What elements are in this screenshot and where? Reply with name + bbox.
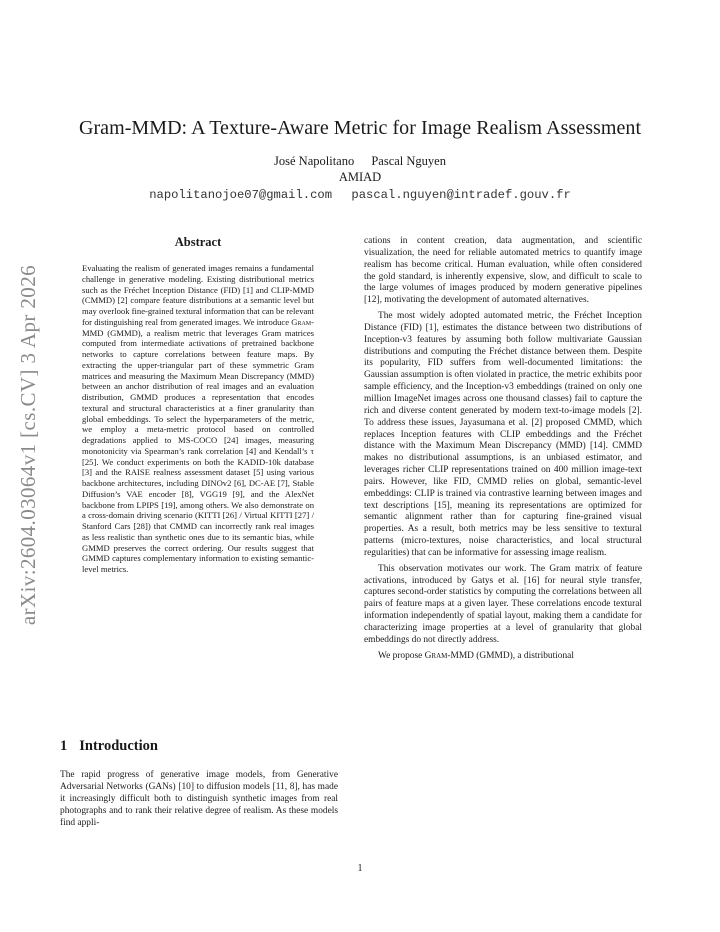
body-text-part: (GMMD), a distributional xyxy=(473,650,574,661)
method-name: Gram-MMD xyxy=(82,316,314,338)
method-name: Gram-MMD xyxy=(424,650,474,661)
abstract-text xyxy=(82,263,314,575)
paper-title: Gram-MMD: A Texture-Aware Metric for Image Realism Assessment xyxy=(78,117,642,139)
author-name: José Napolitano xyxy=(274,154,355,168)
body-paragraph: The most widely adopted automated metric, the Fréchet Inception Distance (FID) [1], estimates the distance between two distributions of Inception-v3 features by assuming both follow multivariate Gaussian distributions and computing the Fréchet distance between them. Despite its popularity, FID suffers from well-documented limitations: the Gaussian assumption is often violated in practice, the metric exhibits poor sample efficiency, and the Inception-v3 embeddings (trained on only one million ImageNet images across one thousand classes) fail to capture the rich and diverse content generated by modern text-to-image models [2]. To address these issues, Jayasumana et al. [2] proposed CMMD, which replaces Inception features with CLIP embeddings and the Fréchet distance with the Maximum Mean Discrepancy (MMD) [14]. CMMD makes no distributional assumptions, is an unbiased estimator, and leverages richer CLIP representations trained on 400 million image-text pairs. However, like FID, CMMD relies on global, semantic-level embeddings: CLIP is trained via contrastive learning between images and text descriptions [15], meaning its representations are optimized for semantic alignment rather than for capturing fine-grained visual properties. As a result, both metrics may be less sensitive to textural patterns (micro-textures, noise characteristics, and local structural regularities) that can be informative for assessing image realism. xyxy=(364,311,642,558)
author-name: Pascal Nguyen xyxy=(371,154,446,168)
section-heading-introduction xyxy=(60,738,340,755)
intro-paragraph: The rapid progress of generative image models, from Generative Adversarial Networks (GANs) [10] to diffusion models [11, 8], has made it increasingly difficult both to distinguish synthetic images from real photographs and to rank their relative degree of realism. As these models find appli- xyxy=(60,770,338,828)
author-list xyxy=(0,154,720,169)
author-email[interactable]: pascal.nguyen@intradef.gouv.fr xyxy=(351,188,571,202)
right-column-text xyxy=(364,236,642,667)
body-paragraph xyxy=(364,651,642,663)
arxiv-identifier-stamp: arXiv:2604.03064v1 [cs.CV] 3 Apr 2026 xyxy=(16,265,40,626)
affiliation: AMIAD xyxy=(338,170,382,184)
author-email[interactable]: napolitanojoe07@gmail.com xyxy=(149,188,333,202)
abstract-text-part: Evaluating the realism of generated images remains a fundamental challenge in generative modeling. Existing distributional metrics such as the Fréchet Inception Distance (FID) [1] and CLIP-MMD (CMMD) [2] compare feature distributions at a semantic level but may overlook fine-grained textural information that can be relevant for distinguishing real from generated images. We introduce xyxy=(82,263,314,327)
body-paragraph: cations in content creation, data augmentation, and scientific visualization, the need for reliable automated metrics to quantify image realism has become critical. Human evaluation, while often considered the gold standard, is inherently expensive, slow, and difficult to scale to the large volumes of images produced by modern generative pipelines [12], motivating the development of automated alternatives. xyxy=(364,236,642,306)
page-number: 1 xyxy=(357,863,363,874)
email-list xyxy=(0,188,720,202)
abstract-text-part: (GMMD), a realism metric that leverages Gram matrices computed from intermediate activations of pretrained backbone networks to capture correlations between feature maps. By extracting the upper-triangular part of these symmetric Gram matrices and measuring the Maximum Mean Discrepancy (MMD) between an anchor distribution of real images and an evaluation distribution, GMMD produces a representation that encodes textural and structural characteristics at a finer granularity than global embeddings. To select the hyperparameters of the metric, we employ a meta-metric protocol based on controlled degradations applied to MS-COCO [24] images, measuring monotonicity via Spearman’s rank correlation [4] and Kendall’s τ [25]. We conduct experiments on both the KADID-10k database [3] and the RAISE realness assessment dataset [5] using various backbone architectures, including DINOv2 [6], DC-AE [7], Stable Diffusion’s VAE encoder [8], VGG19 [9], and the AlexNet backbone from LPIPS [19], among others. We also demonstrate on a cross-domain driving scenario (KITTI [26] / Virtual KITTI [27] / Stanford Cars [28]) that CMMD can incorrectly rank real images as less realistic than synthetic ones due to its semantic bias, while GMMD preserves the correct ordering. Our results suggest that GMMD captures complementary information to existing semantic-level metrics. xyxy=(82,327,314,574)
section-title: Introduction xyxy=(79,738,158,754)
body-paragraph: This observation motivates our work. The Gram matrix of feature activations, introduced by Gatys et al. [16] for neural style transfer, captures second-order statistics by computing the correlations between all pairs of feature maps at a given layer. These correlations encode textural information independently of spatial layout, making them a candidate for characterizing image properties at a level of granularity that global embeddings do not directly address. xyxy=(364,563,642,645)
body-text-part: We propose xyxy=(378,650,425,661)
section-number: 1 xyxy=(60,738,68,754)
abstract-heading: Abstract xyxy=(174,235,222,249)
